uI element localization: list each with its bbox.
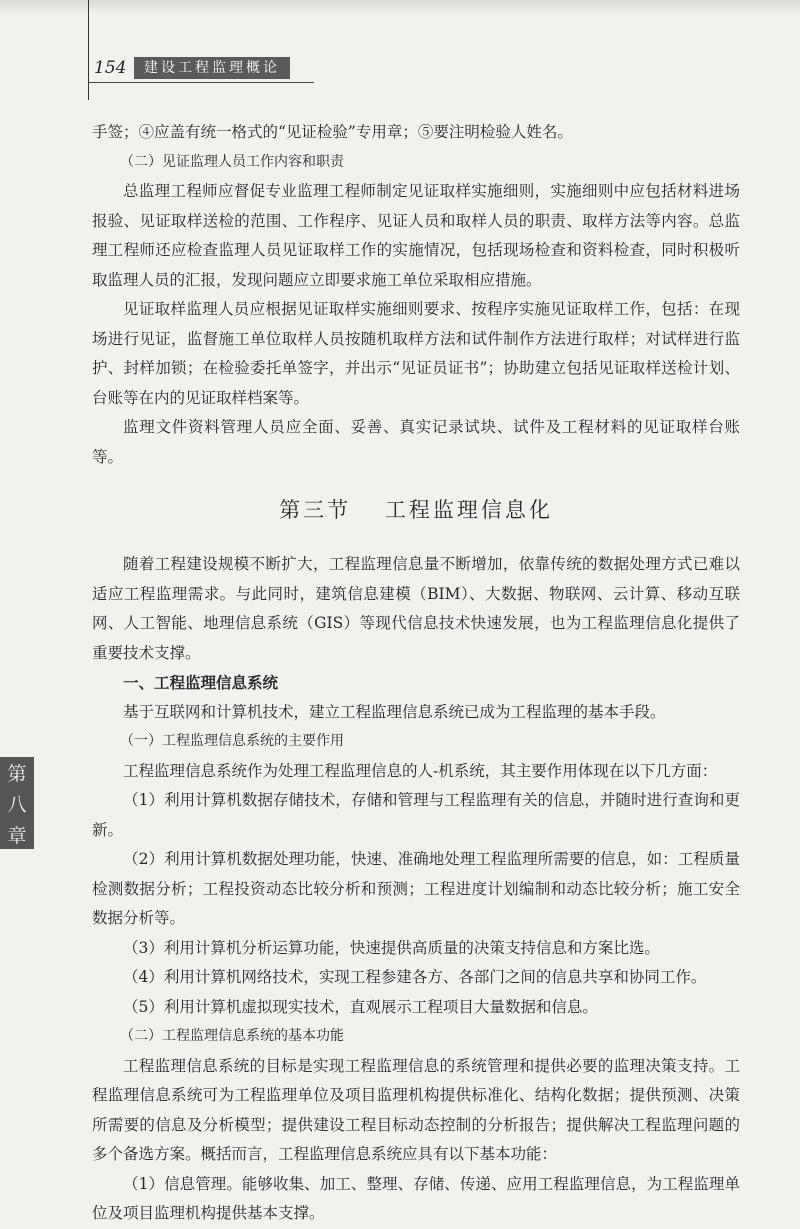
section-name: 工程监理信息化 (384, 498, 553, 522)
paragraph: 见证取样监理人员应根据见证取样实施细则要求、按程序实施见证取样工作，包括：在现场进行见证，监督施工单位取样人员按随机取样方法和试件制作方法进行取样；对试样进行监护、封样加锁；在检验委托单签字，并出示“见证员证书”；协助建立包括见证取样送检计划、台账等在内的见证取样档案等。 (92, 300, 740, 407)
section-number: 第三节 (279, 498, 352, 522)
chapter-tab-char: 章 (7, 825, 27, 847)
book-title-banner: 建设工程监理概论 (134, 57, 290, 79)
paragraph: 随着工程建设规模不断扩大，工程监理信息量不断增加，依靠传统的数据处理方式已难以适应工程监理需求。与此同时，建筑信息建模（BIM）、大数据、物联网、云计算、移动互联网、人工智能、地理信息系统（GIS）等现代信息技术快速发展，也为工程监理信息化提供了重要技术支撑。 (92, 555, 740, 662)
page-number: 154 (94, 58, 127, 78)
paragraph: 基于互联网和计算机技术，建立工程监理信息系统已成为工程监理的基本手段。 (123, 702, 666, 721)
paragraph: 工程监理信息系统作为处理工程监理信息的人-机系统，其主要作用体现在以下几方面： (123, 761, 718, 780)
chapter-tab-char: 八 (7, 794, 27, 816)
section-heading: 一、工程监理信息系统 (123, 673, 279, 692)
page-body (92, 118, 740, 1229)
paragraph: 手签；④应盖有统一格式的“见证检验”专用章；⑤要注明检验人姓名。 (92, 123, 573, 141)
scan-top-shade (0, 0, 800, 14)
list-item: （1）利用计算机数据存储技术，存储和管理与工程监理有关的信息，并随时进行查询和更新。 (92, 791, 740, 839)
header-vertical-rule (88, 0, 89, 100)
paragraph: 监理文件资料管理人员应全面、妥善、真实记录试块、试件及工程材料的见证取样台账等。 (92, 418, 740, 466)
subsection-heading: （二）见证监理人员工作内容和职责 (120, 153, 344, 170)
list-item: （1）信息管理。能够收集、加工、整理、存储、传递、应用工程监理信息，为工程监理单位及项目监理机构提供基本支撑。 (92, 1174, 740, 1222)
list-item: （3）利用计算机分析运算功能，快速提供高质量的决策支持信息和方案比选。 (123, 938, 660, 957)
subsection-heading: （二）工程监理信息系统的基本功能 (120, 1028, 344, 1044)
paragraph: 工程监理信息系统的目标是实现工程监理信息的系统管理和提供必要的监理决策支持。工程监理信息系统可为工程监理单位及项目监理机构提供标准化、结构化数据；提供预测、决策所需要的信息及分析模型；提供建设工程目标动态控制的分析报告；提供解决工程监理问题的多个备选方案。概括而言，工程监理信息系统应具有以下基本功能： (92, 1056, 740, 1163)
section-title (92, 494, 740, 524)
list-item: （2）利用计算机数据处理功能，快速、准确地处理工程监理所需要的信息，如：工程质量检测数据分析；工程投资动态比较分析和预测；工程进度计划编制和动态比较分析；施工安全数据分析等。 (92, 850, 740, 927)
header-underline (88, 82, 314, 83)
chapter-tab-char: 第 (7, 763, 27, 785)
page-header (88, 55, 318, 81)
list-item: （4）利用计算机网络技术，实现工程参建各方、各部门之间的信息共享和协同工作。 (123, 968, 707, 986)
paragraph: 总监理工程师应督促专业监理工程师制定见证取样实施细则，实施细则中应包括材料进场报验、见证取样送检的范围、工作程序、见证人员和取样人员的职责、取样方法等内容。总监理工程师还应检查监理人员见证取样工作的实施情况，包括现场检查和资料检查，同时积极听取监理人员的汇报，发现问题应立即要求施工单位采取相应措施。 (92, 182, 740, 289)
chapter-side-tab (0, 757, 34, 849)
subsection-heading: （一）工程监理信息系统的主要作用 (120, 733, 344, 749)
list-item: （5）利用计算机虚拟现实技术，直观展示工程项目大量数据和信息。 (123, 997, 598, 1016)
